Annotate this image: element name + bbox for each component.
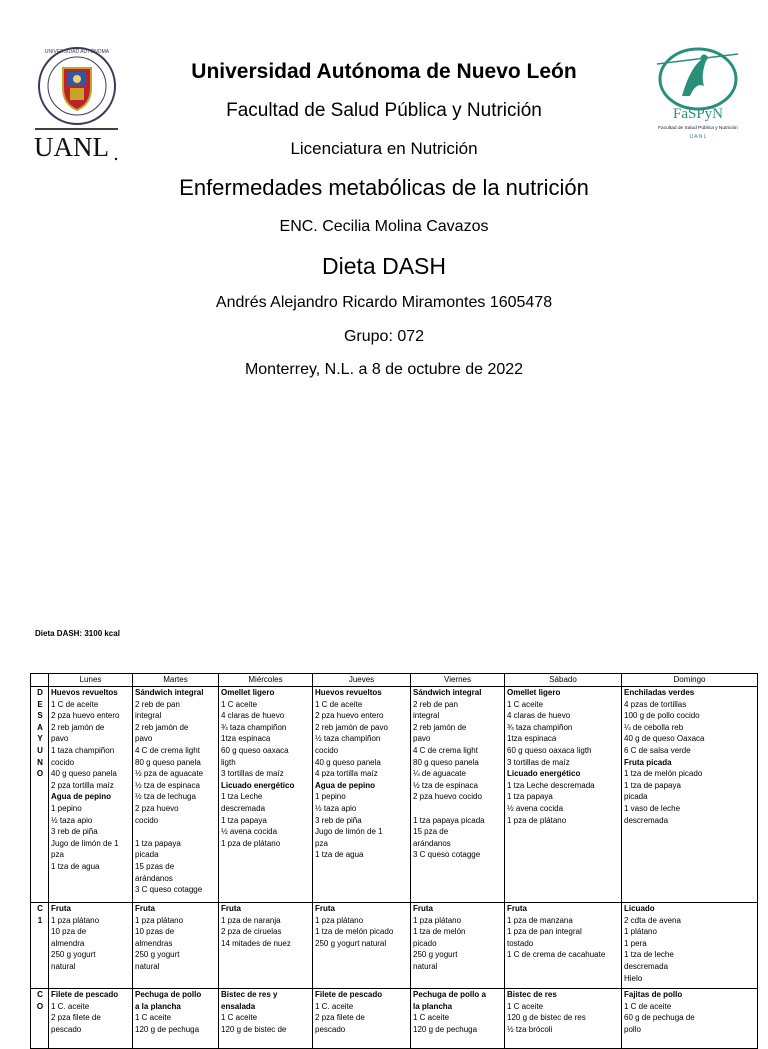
- ingredient-line: 2 pza tortilla maíz: [51, 780, 114, 790]
- ingredient-line: 250 g yogurt natural: [315, 938, 387, 948]
- ingredient-line: ½ tza de espinaca: [413, 780, 478, 790]
- menu-cell: [133, 989, 219, 1049]
- ingredient-line: 1 pepino: [51, 803, 82, 813]
- ingredient-line: 2 pza de ciruelas: [221, 927, 282, 937]
- table-row: [31, 989, 758, 1049]
- dish-name: Enchiladas verdes: [624, 688, 695, 697]
- meal-label-letter: S: [37, 711, 43, 721]
- ingredient-line: 40 g queso panela: [315, 757, 381, 767]
- day-header: Miércoles: [219, 674, 313, 687]
- menu-cell: [505, 687, 622, 903]
- ingredient-line: picado: [413, 938, 437, 948]
- ingredient-line: natural: [51, 961, 76, 971]
- ingredient-line: ½ taza apio: [51, 815, 93, 825]
- meal-label-letter: U: [37, 745, 43, 755]
- ingredient-line: 1tza espinaca: [507, 734, 557, 744]
- ingredient-line: ½ taza champiñon: [315, 734, 381, 744]
- weekly-menu-table: [30, 673, 758, 1049]
- ingredient-line: pavo: [51, 734, 69, 744]
- ingredient-line: 2 pza huevo: [135, 803, 179, 813]
- ingredient-line: ½ avena cocida: [507, 803, 564, 813]
- faspyn-logo-text: FaSPyN: [672, 106, 724, 122]
- ingredient-line: pollo: [624, 1024, 641, 1034]
- ingredient-line: 2 reb jamón de pavo: [315, 722, 388, 732]
- dish-name: Bistec de res: [507, 990, 557, 999]
- ingredient-line: ½ tza brócoli: [507, 1024, 553, 1034]
- ingredient-line: 1 pza plátano: [51, 915, 100, 925]
- ingredient-line: 3 reb de piña: [315, 815, 362, 825]
- ingredient-line: picada: [624, 792, 648, 802]
- ingredient-line: 2 reb jamón de: [51, 722, 105, 732]
- diet-subtitle: Dieta DASH: 3100 kcal: [35, 629, 120, 638]
- ingredient-line: almendras: [135, 938, 173, 948]
- ingredient-line: 1 C de crema de cacahuate: [507, 950, 606, 960]
- ingredient-line: 1 tza Leche descremada: [507, 780, 595, 790]
- dish-name: Sándwich integral: [413, 688, 482, 697]
- ingredient-line: 60 g queso oaxaca ligth: [507, 745, 592, 755]
- ingredient-line: cocido: [51, 757, 75, 767]
- table-body: [31, 687, 758, 1049]
- menu-cell: [411, 989, 505, 1049]
- ingredient-line: 14 mitades de nuez: [221, 938, 291, 948]
- ingredient-line: 1 pera: [624, 938, 647, 948]
- ingredient-line: tostado: [507, 938, 534, 948]
- ingredient-line: integral: [135, 711, 162, 721]
- table-row: [31, 687, 758, 903]
- ingredient-line: 1tza espinaca: [221, 734, 271, 744]
- day-header: Domingo: [622, 674, 758, 687]
- ingredient-line: 120 g de pechuga: [413, 1024, 478, 1034]
- university-name: Universidad Autónoma de Nuevo León: [191, 60, 577, 83]
- student-name: Andrés Alejandro Ricardo Miramontes 1605478: [215, 294, 553, 311]
- ingredient-line: 1 pza de plátano: [507, 815, 567, 825]
- ingredient-line: 120 g de bistec de: [221, 1024, 287, 1034]
- ingredient-line: 250 g yogurt: [51, 950, 96, 960]
- ingredient-line: 1 tza de agua: [315, 850, 364, 860]
- meal-label-letter: N: [37, 757, 43, 767]
- ingredient-line: 1 tza papaya: [221, 815, 267, 825]
- ingredient-line: Jugo de limón de 1: [51, 838, 119, 848]
- ingredient-line: pescado: [315, 1024, 346, 1034]
- ingredient-line: almendra: [51, 938, 85, 948]
- ingredient-line: 1 tza de papaya: [624, 780, 681, 790]
- ingredient-line: cocido: [315, 745, 339, 755]
- dish-name: Filete de pescado: [315, 990, 383, 999]
- meal-label-letter: Y: [37, 734, 43, 744]
- ingredient-line: Jugo de limón de 1: [315, 827, 383, 837]
- dish-name: Pechuga de pollo: [135, 990, 202, 999]
- ingredient-line: 6 C de salsa verde: [624, 745, 691, 755]
- ingredient-line: [413, 803, 503, 815]
- menu-cell: [622, 903, 758, 989]
- table-row: [31, 903, 758, 989]
- uanl-seal-text: UNIVERSIDAD AUTÓNOMA: [44, 49, 110, 55]
- ingredient-line: ½ pza de aguacate: [135, 769, 204, 779]
- ingredient-line: integral: [413, 711, 440, 721]
- ingredient-line: 1 tza de melón picado: [624, 769, 703, 779]
- dish-name: Licuado energético: [221, 780, 295, 790]
- dish-name: Licuado energético: [507, 769, 581, 779]
- table-header-row: [31, 674, 758, 687]
- menu-cell: [133, 687, 219, 903]
- corner-cell: [31, 674, 49, 687]
- ingredient-line: 1 C aceite: [413, 1013, 450, 1023]
- menu-cell: [505, 903, 622, 989]
- ingredient-line: 1 C. aceite: [51, 1001, 90, 1011]
- ingredient-line: 3 tortillas de maíz: [221, 769, 284, 779]
- ingredient-line: 1 pza plátano: [315, 915, 364, 925]
- ingredient-line: 40 g de queso Oaxaca: [624, 734, 705, 744]
- dish-name: Filete de pescado: [51, 990, 119, 999]
- dish-name: Fajitas de pollo: [624, 990, 683, 999]
- dish-name: Bistec de res y: [221, 990, 278, 999]
- dish-name: Fruta picada: [624, 757, 672, 767]
- ingredient-line: 1 tza de leche: [624, 950, 674, 960]
- meal-label-cell: [31, 989, 49, 1049]
- menu-cell: [133, 903, 219, 989]
- day-header: Lunes: [49, 674, 133, 687]
- ingredient-line: 1 C de aceite: [624, 1001, 672, 1011]
- ingredient-line: 1 C de aceite: [315, 699, 363, 709]
- ingredient-line: ½ tza de lechuga: [135, 792, 196, 802]
- ingredient-line: 250 g yogurt: [135, 950, 180, 960]
- menu-cell: [411, 687, 505, 903]
- dish-name: la plancha: [413, 1001, 453, 1011]
- uanl-logo-text: UANL: [34, 132, 109, 162]
- dish-name: Pechuga de pollo a: [413, 990, 486, 999]
- ingredient-line: 1 pza de naranja: [221, 915, 281, 925]
- menu-cell: [219, 989, 313, 1049]
- dish-name: ensalada: [221, 1001, 256, 1011]
- ingredient-line: 1 plátano: [624, 927, 657, 937]
- ingredient-line: ½ avena cocida: [221, 827, 278, 837]
- menu-cell: [219, 687, 313, 903]
- ingredient-line: 3 tortillas de maíz: [507, 757, 570, 767]
- program-name: Licenciatura en Nutrición: [290, 139, 478, 158]
- menu-cell: [622, 989, 758, 1049]
- ingredient-line: 250 g yogurt: [413, 950, 458, 960]
- ingredient-line: ½ tza de espinaca: [135, 780, 200, 790]
- ingredient-line: cocido: [135, 815, 159, 825]
- ingredient-line: 2 pza huevo entero: [51, 711, 120, 721]
- ingredient-line: 1 pza de plátano: [221, 838, 281, 848]
- meal-label-cell: [31, 903, 49, 989]
- ingredient-line: natural: [135, 961, 160, 971]
- ingredient-line: 1 tza de agua: [51, 861, 100, 871]
- ingredient-line: 60 g queso oaxaca: [221, 745, 289, 755]
- ingredient-line: 2 reb de pan: [413, 699, 458, 709]
- ingredient-line: descremada: [221, 803, 266, 813]
- dish-name: Huevos revueltos: [51, 688, 118, 697]
- menu-cell: [49, 687, 133, 903]
- dish-name: Agua de pepino: [51, 792, 111, 802]
- ingredient-line: descremada: [624, 961, 669, 971]
- ingredient-line: 1 tza papaya: [135, 838, 181, 848]
- ingredient-line: 1 tza de melón: [413, 927, 466, 937]
- place-date: Monterrey, N.L. a 8 de octubre de 2022: [244, 361, 524, 378]
- ingredient-line: pza: [315, 838, 328, 848]
- day-header: Jueves: [313, 674, 411, 687]
- dish-name: Fruta: [135, 904, 155, 913]
- meal-label-letter: O: [36, 1001, 44, 1011]
- ingredient-line: ligth: [221, 757, 236, 767]
- ingredient-line: 1 pepino: [315, 792, 346, 802]
- ingredient-line: 15 pza de: [413, 827, 449, 837]
- ingredient-line: 1 C aceite: [507, 699, 544, 709]
- ingredient-line: 80 g queso panela: [413, 757, 479, 767]
- meal-label-cell: [31, 687, 49, 903]
- ingredient-line: 1 vaso de leche: [624, 803, 681, 813]
- ingredient-line: natural: [413, 961, 438, 971]
- ingredient-line: 120 g de pechuga: [135, 1024, 200, 1034]
- ingredient-line: 3 reb de piña: [51, 827, 98, 837]
- menu-cell: [313, 687, 411, 903]
- dish-name: Omellet ligero: [507, 688, 561, 697]
- dish-name: Licuado: [624, 904, 655, 913]
- course-name: Enfermedades metabólicas de la nutrición: [179, 175, 589, 200]
- meal-label-letter: O: [36, 769, 44, 779]
- ingredient-line: 4 pzas de tortillas: [624, 699, 687, 709]
- dish-name: Agua de pepino: [315, 780, 375, 790]
- ingredient-line: ¼ de cebolla reb: [624, 722, 684, 732]
- ingredient-line: 2 pza filete de: [51, 1013, 101, 1023]
- ingredient-line: 2 pza huevo entero: [315, 711, 384, 721]
- ingredient-line: 10 pza de: [51, 927, 87, 937]
- faculty-name: Facultad de Salud Pública y Nutrición: [226, 100, 542, 121]
- ingredient-line: 100 g de pollo cocido: [624, 711, 700, 721]
- ingredient-line: 4 claras de huevo: [221, 711, 285, 721]
- ingredient-line: 4 C de crema light: [413, 745, 478, 755]
- instructor-name: ENC. Cecilia Molina Cavazos: [279, 218, 489, 235]
- ingredient-line: 60 g de pechuga de: [624, 1013, 695, 1023]
- ingredient-line: descremada: [624, 815, 669, 825]
- meal-label-letter: 1: [37, 915, 43, 925]
- ingredient-line: 1 tza Leche: [221, 792, 263, 802]
- menu-cell: [313, 989, 411, 1049]
- day-header: Sábado: [505, 674, 622, 687]
- ingredient-line: 10 pzas de: [135, 927, 175, 937]
- meal-label-letter: C: [37, 990, 43, 999]
- day-header: Viernes: [411, 674, 505, 687]
- ingredient-line: 1 C aceite: [221, 699, 258, 709]
- ingredient-line: 2 reb de pan: [135, 699, 180, 709]
- ingredient-line: 1 tza de melón picado: [315, 927, 394, 937]
- ingredient-line: 2 cdta de avena: [624, 915, 681, 925]
- document-title: Dieta DASH: [322, 253, 446, 279]
- day-header: Martes: [133, 674, 219, 687]
- ingredient-line: [135, 826, 217, 838]
- ingredient-line: Hielo: [624, 973, 643, 983]
- dish-name: Fruta: [507, 904, 527, 913]
- ingredient-line: 2 reb jamón de: [135, 722, 189, 732]
- ingredient-line: 3 C queso cotagge: [135, 885, 203, 895]
- dish-name: Fruta: [315, 904, 335, 913]
- meal-label-letter: E: [37, 699, 43, 709]
- menu-cell: [411, 903, 505, 989]
- menu-cell: [219, 903, 313, 989]
- ingredient-line: ¼ de aguacate: [413, 769, 466, 779]
- ingredient-line: 3 C queso cotagge: [413, 850, 481, 860]
- ingredient-line: 4 pza tortilla maíz: [315, 769, 378, 779]
- dish-name: a la plancha: [135, 1001, 181, 1011]
- ingredient-line: pavo: [413, 734, 431, 744]
- ingredient-line: 2 pza filete de: [315, 1013, 365, 1023]
- dish-name: Omellet ligero: [221, 688, 275, 697]
- ingredient-line: ½ taza apio: [315, 803, 357, 813]
- group-label: Grupo: 072: [343, 328, 425, 345]
- ingredient-line: ¾ taza champiñon: [507, 722, 573, 732]
- dish-name: Fruta: [413, 904, 433, 913]
- dish-name: Sándwich integral: [135, 688, 204, 697]
- ingredient-line: 2 pza huevo cocido: [413, 792, 482, 802]
- dish-name: Fruta: [221, 904, 241, 913]
- ingredient-line: arándanos: [135, 873, 173, 883]
- dish-name: Huevos revueltos: [315, 688, 382, 697]
- ingredient-line: 1 pza plátano: [135, 915, 184, 925]
- ingredient-line: 1 C aceite: [135, 1013, 172, 1023]
- ingredient-line: 1 tza papaya picada: [413, 815, 485, 825]
- ingredient-line: 1 pza plátano: [413, 915, 462, 925]
- meal-label-letter: C: [37, 904, 43, 913]
- menu-cell: [622, 687, 758, 903]
- menu-cell: [49, 903, 133, 989]
- ingredient-line: 1 C de aceite: [51, 699, 99, 709]
- ingredient-line: 2 reb jamón de: [413, 722, 467, 732]
- ingredient-line: 1 pza de manzana: [507, 915, 573, 925]
- ingredient-line: 40 g queso panela: [51, 769, 117, 779]
- ingredient-line: 1 C. aceite: [315, 1001, 354, 1011]
- ingredient-line: 1 taza champiñon: [51, 745, 115, 755]
- ingredient-line: 1 tza papaya: [507, 792, 553, 802]
- faspyn-logo-uanl: U A N L: [689, 134, 707, 140]
- ingredient-line: 1 C aceite: [221, 1013, 258, 1023]
- meal-label-letter: D: [37, 688, 43, 697]
- ingredient-line: ¾ taza champiñon: [221, 722, 287, 732]
- ingredient-line: 1 pza de pan integral: [507, 927, 582, 937]
- ingredient-line: pza: [51, 850, 64, 860]
- menu-cell: [49, 989, 133, 1049]
- ingredient-line: arándanos: [413, 838, 451, 848]
- menu-cell: [505, 989, 622, 1049]
- ingredient-line: 4 claras de huevo: [507, 711, 571, 721]
- ingredient-line: 80 g queso panela: [135, 757, 201, 767]
- meal-label-letter: A: [37, 722, 43, 732]
- dish-name: Fruta: [51, 904, 71, 913]
- ingredient-line: picada: [135, 850, 159, 860]
- menu-cell: [313, 903, 411, 989]
- ingredient-line: 120 g de bistec de res: [507, 1013, 586, 1023]
- ingredient-line: pescado: [51, 1024, 82, 1034]
- ingredient-line: 1 C aceite: [507, 1001, 544, 1011]
- ingredient-line: pavo: [135, 734, 153, 744]
- faspyn-logo-subtext: Facultad de Salud Pública y Nutrición: [658, 126, 738, 131]
- ingredient-line: 4 C de crema light: [135, 745, 200, 755]
- ingredient-line: 15 pzas de: [135, 861, 175, 871]
